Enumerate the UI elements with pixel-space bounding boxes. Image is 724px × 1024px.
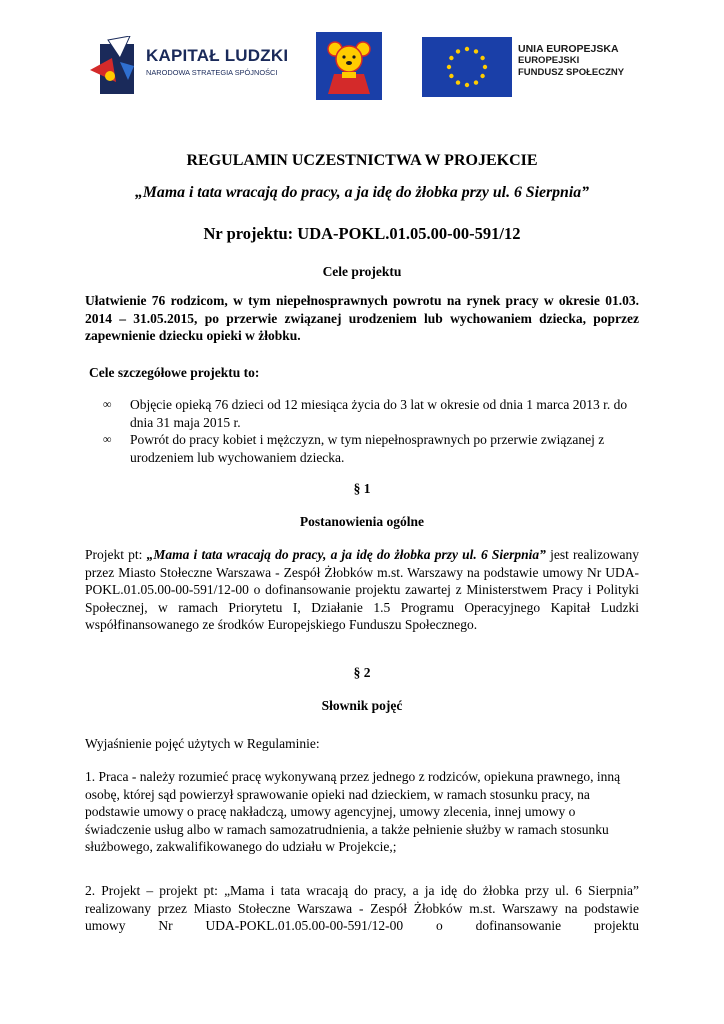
- eu-flag-icon: [422, 37, 512, 97]
- document-title: REGULAMIN UCZESTNICTWA W PROJEKCIE: [186, 152, 538, 169]
- section-1-symbol: § 1: [353, 481, 371, 496]
- section-2-symbol: § 2: [353, 665, 371, 680]
- kapital-ludzki-title: KAPITAŁ LUDZKI: [146, 46, 289, 65]
- kapital-ludzki-mark-icon: [90, 36, 142, 96]
- section-1-paragraph: [85, 546, 639, 634]
- project-number: Nr projektu: UDA-POKL.01.05.00-00-591/12: [203, 224, 521, 243]
- eu-line-2: EUROPEJSKI: [518, 55, 580, 66]
- list-item: [103, 431, 643, 466]
- eu-line-1: UNIA EUROPEJSKA: [518, 43, 619, 55]
- bullet-infinity-icon: ∞: [103, 397, 112, 411]
- section-1-title: Postanowienia ogólne: [299, 514, 425, 529]
- list-item: [103, 396, 643, 431]
- specific-goals-list: [103, 396, 643, 466]
- kapital-ludzki-logo: [90, 36, 295, 96]
- list-item-text: Powrót do pracy kobiet i mężczyzn, w tym niepełnosprawnych po przerwie związanej z urodzeniem lub wychowaniem dziecka.: [130, 432, 605, 465]
- section-2-title: Słownik pojęć: [321, 698, 403, 713]
- definition-2: 2. Projekt – projekt pt: „Mama i tata wracają do pracy, a ja idę do żłobka przy ul. 6 Sierpnia” realizowany przez Miasto Stołeczne Warszawa - Zespół Żłobków m.st. Warszawy na podstawie umowy Nr UDA-POKL.01.05.00-00-591/12-00 o dofinansowanie projektu: [85, 883, 639, 933]
- project-name: „Mama i tata wracają do pracy, a ja idę do żłobka przy ul. 6 Sierpnia”: [134, 184, 590, 201]
- goals-heading: Cele projektu: [322, 264, 402, 279]
- kapital-ludzki-subtitle: NARODOWA STRATEGIA SPÓJNOŚCI: [146, 68, 278, 77]
- section-1-prefix: Projekt pt:: [85, 547, 147, 562]
- eu-fund-text: [518, 43, 624, 79]
- bullet-infinity-icon: ∞: [103, 432, 112, 446]
- bear-logo-icon: [316, 32, 382, 100]
- section-1-project-name: „Mama i tata wracają do pracy, a ja idę do żłobka przy ul. 6 Sierpnia”: [146, 547, 546, 562]
- section-2-intro: Wyjaśnienie pojęć użytych w Regulaminie:: [85, 736, 320, 751]
- definition-1: 1. Praca - należy rozumieć pracę wykonywaną przez jednego z rodziców, opiekuna prawnego, inną osobę, której sąd powierzył sprawowanie opieki nad dzieckiem, w ramach stosunku pracy, na podstawie umowy o pracę nakładczą, umowy agencyjnej, umowy zlecenia, innej umowy o świadczenie usług albo w ramach samozatrudnienia, a także pełnienie służby w ramach stosunku służbowego, zakwalifikowanego do udziału w Projekcie,;: [85, 769, 621, 854]
- specific-goals-heading: Cele szczegółowe projektu to:: [89, 365, 260, 380]
- list-item-text: Objęcie opieką 76 dzieci od 12 miesiąca życia do 3 lat w okresie od dnia 1 marca 2013 r. do dnia 31 maja 2015 r.: [130, 397, 628, 430]
- header-logos: [0, 30, 724, 105]
- section-1-text: jest realizowany przez Miasto Stołeczne Warszawa - Zespół Żłobków m.st. Warszawy na podstawie umowy Nr UDA-POKL.01.05.00-00-591/12-00 o dofinansowanie projektu zawartej z Ministerstwem Pracy i Polityki Społecznej, w ramach Priorytetu I, Działanie 1.5 Programu Operacyjnego Kapitał Ludzki współfinansowanego ze środków Europejskiego Funduszu Społecznego.: [85, 547, 640, 632]
- eu-line-3: FUNDUSZ SPOŁECZNY: [518, 67, 625, 78]
- goals-main-text: Ułatwienie 76 rodzicom, w tym niepełnosprawnych powrotu na rynek pracy w okresie 01.03. 2014 – 31.05.2015, po przerwie związanej urodzeniem lub wychowaniem dziecka, poprzez zapewnienie dziecku opieki w żłobku.: [85, 293, 639, 343]
